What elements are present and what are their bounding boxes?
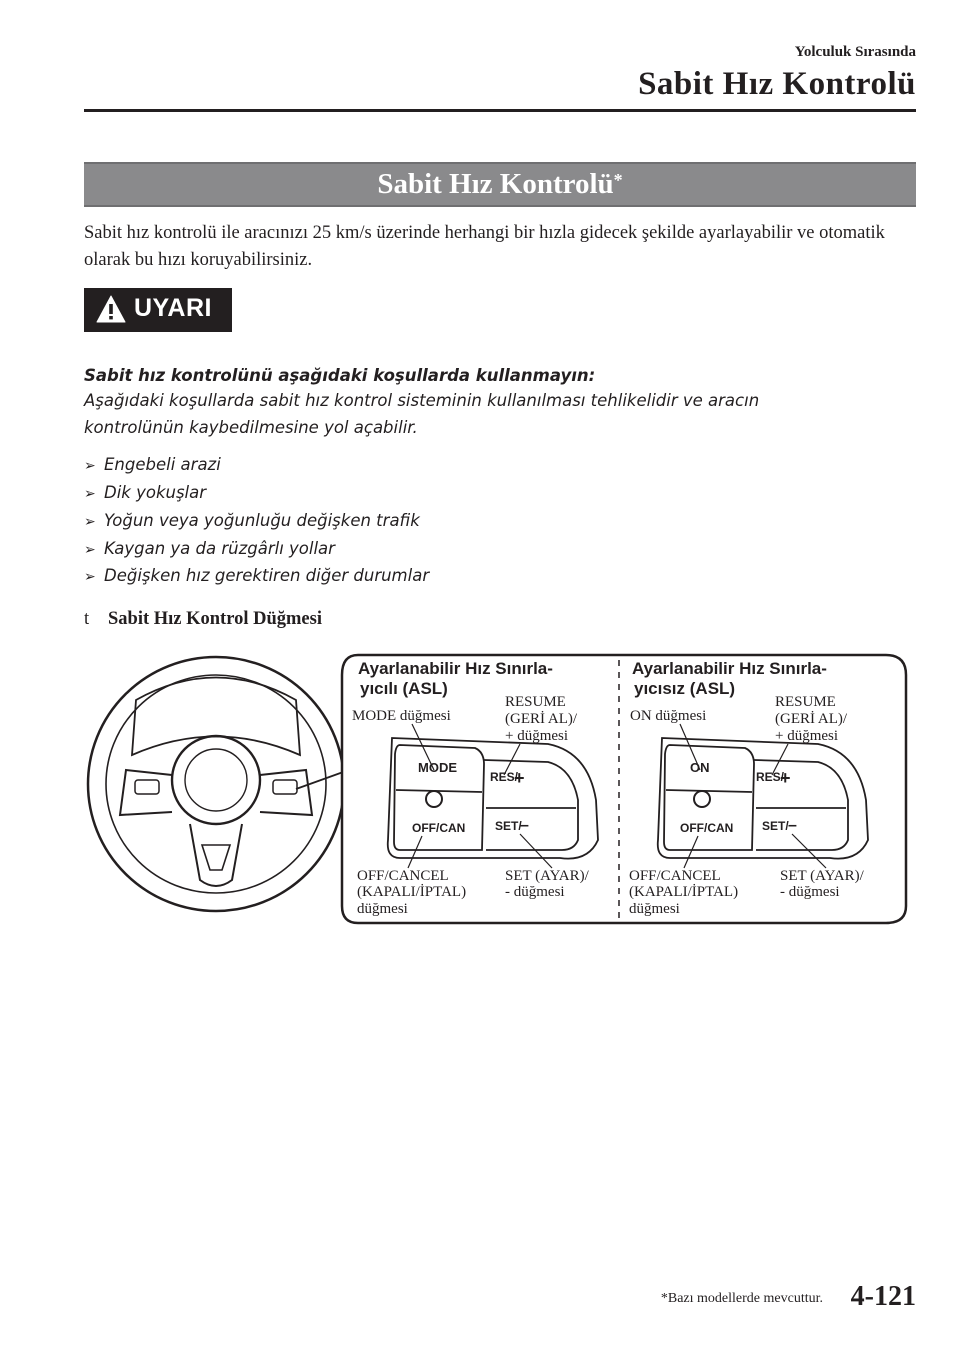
left-resume-label-2: (GERİ AL)/	[505, 711, 578, 727]
list-item: ➢ Dik yokuşlar	[84, 483, 207, 502]
right-plus-key: +	[780, 768, 791, 788]
banner-asterisk: *	[613, 170, 623, 190]
arrow-right-icon: ➢	[84, 569, 96, 585]
warning-title: Sabit hız kontrolünü aşağıdaki koşullarda kullanmayın:	[84, 366, 596, 385]
banner-title: Sabit Hız Kontrolü	[377, 168, 614, 200]
arrow-right-icon: ➢	[84, 514, 96, 530]
left-set-label-2: - düğmesi	[505, 884, 565, 900]
right-offcan-key: OFF/CAN	[680, 821, 734, 835]
left-mode-label: MODE düğmesi	[352, 708, 451, 724]
right-minus-key: –	[788, 817, 797, 834]
page-title: Sabit Hız Kontrolü	[638, 66, 916, 102]
left-heading-line1: Ayarlanabilir Hız Sınırla-	[358, 659, 553, 678]
left-off-label-3: düğmesi	[357, 901, 408, 917]
left-res-key: RES/	[490, 770, 519, 784]
intro-paragraph: Sabit hız kontrolü ile aracınızı 25 km/s üzerinde herhangi bir hızla gidecek şekilde ayarlayabilir ve otomatik olarak bu hızı koruyabilirsiniz.	[84, 223, 885, 270]
right-resume-label-2: (GERİ AL)/	[775, 711, 848, 727]
right-on-key: ON	[690, 760, 710, 775]
list-item: ➢ Engebeli arazi	[84, 455, 221, 474]
right-set-key: SET/	[762, 819, 789, 833]
left-plus-key: +	[514, 768, 525, 788]
right-off-label-2: (KAPALI/İPTAL)	[629, 884, 739, 900]
warning-label: UYARI	[134, 294, 212, 322]
right-set-label-1: SET (AYAR)/	[780, 868, 864, 884]
left-mode-key: MODE	[418, 760, 457, 775]
left-heading-line2: yıcılı (ASL)	[360, 679, 448, 698]
left-offcan-key: OFF/CAN	[412, 821, 466, 835]
right-res-key: RES/	[756, 770, 785, 784]
steering-wheel-illustration	[88, 657, 346, 911]
left-set-key: SET/	[495, 819, 522, 833]
list-item: ➢ Yoğun veya yoğunluğu değişken trafik	[84, 511, 420, 530]
right-off-label-3: düğmesi	[629, 901, 680, 917]
left-set-label-1: SET (AYAR)/	[505, 868, 589, 884]
right-heading-line1: Ayarlanabilir Hız Sınırla-	[632, 659, 827, 678]
right-off-label-1: OFF/CANCEL	[629, 868, 721, 884]
arrow-right-icon: ➢	[84, 458, 96, 474]
section-name: Yolculuk Sırasında	[794, 44, 916, 60]
right-set-label-2: - düğmesi	[780, 884, 840, 900]
right-resume-label-3: + düğmesi	[775, 728, 839, 744]
arrow-right-icon: ➢	[84, 486, 96, 502]
left-off-label-1: OFF/CANCEL	[357, 868, 449, 884]
page-number: 4-121	[850, 1281, 916, 1312]
right-on-label: ON düğmesi	[630, 708, 707, 724]
left-off-label-2: (KAPALI/İPTAL)	[357, 884, 467, 900]
right-resume-label-1: RESUME	[775, 694, 836, 710]
right-heading-line2: yıcısız (ASL)	[634, 679, 736, 698]
list-item: ➢ Değişken hız gerektiren diğer durumlar	[84, 566, 430, 585]
subsection-title: Sabit Hız Kontrol Düğmesi	[108, 609, 322, 629]
left-resume-label-3: + düğmesi	[505, 728, 569, 744]
list-item: ➢ Kaygan ya da rüzgârlı yollar	[84, 539, 335, 558]
left-resume-label-1: RESUME	[505, 694, 566, 710]
left-minus-key: –	[520, 817, 529, 834]
arrow-right-icon: ➢	[84, 542, 96, 558]
footnote: *Bazı modellerde mevcuttur.	[660, 1291, 823, 1306]
subsection-marker: t	[84, 609, 90, 629]
warning-body: Aşağıdaki koşullarda sabit hız kontrol sisteminin kullanılması tehlikelidir ve aracın kontrolünün kaybedilmesine yol açabilir.	[84, 391, 760, 437]
